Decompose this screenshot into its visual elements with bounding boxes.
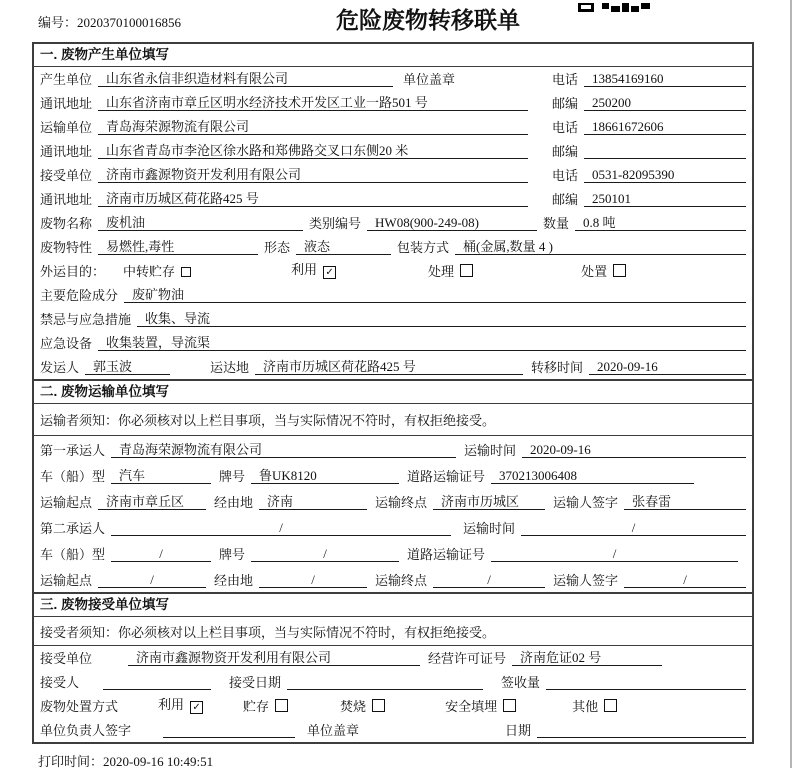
quantity-value: 0.8 吨	[575, 215, 746, 231]
disposal-option	[243, 699, 288, 714]
checkbox-utilize: ✓	[323, 266, 336, 279]
receiver-unit-value: 济南市鑫源物资开发利用有限公司	[98, 167, 528, 183]
postcode-label: 邮编	[551, 96, 578, 111]
option-label: 中转贮存	[123, 264, 176, 279]
serial-label: 编号：	[38, 15, 78, 30]
plate-number-value: 鲁UK8120	[251, 468, 399, 484]
packaging-value: 桶(金属,数量 4 )	[455, 239, 746, 255]
phone-label: 电话	[551, 120, 578, 135]
row-accept-unit	[34, 646, 752, 670]
responsible-sign-value	[163, 737, 295, 738]
print-time-label: 打印时间：	[38, 754, 104, 768]
print-time-value: 2020-09-16 10:49:51	[103, 754, 214, 768]
disposal-option	[340, 699, 385, 714]
origin-label: 运输起点	[40, 495, 93, 510]
transporter-sign-value: 张春雷	[624, 494, 746, 510]
transporter-sign-label: 运输人签字	[553, 495, 619, 510]
license-number-value: 济南危证02 号	[512, 650, 662, 666]
row-vehicle-2	[34, 540, 752, 566]
disposal-option	[158, 697, 203, 714]
phone-value: 0531-82095390	[584, 167, 746, 183]
signed-quantity-value	[546, 689, 746, 690]
emergency-measures-label: 禁忌与应急措施	[40, 312, 132, 327]
accept-date-label: 接受日期	[229, 675, 282, 690]
row-emergency-measures	[34, 307, 752, 331]
quantity-label: 数量	[543, 216, 570, 231]
destination-value: 济南市历城区荷花路425 号	[255, 359, 523, 375]
form-state-label: 形态	[264, 240, 291, 255]
row-hazard-components	[34, 283, 752, 307]
checkbox-store	[275, 699, 288, 712]
date-value	[537, 737, 746, 738]
phone-value: 18661672606	[584, 119, 746, 135]
postcode-value	[584, 158, 746, 159]
address-value: 山东省济南市章丘区明水经济技术开发区工业一路501 号	[98, 95, 528, 111]
purpose-option	[291, 262, 336, 279]
accept-date-value	[287, 689, 483, 690]
section-2-notice: 运输者须知：你必须核对以上栏目事项，当与实际情况不符时，有权拒绝接受。	[34, 404, 752, 436]
disposal-option	[445, 699, 516, 714]
serial-number-line	[38, 12, 181, 31]
transport-time-label: 运输时间	[463, 521, 516, 536]
waste-name-label: 废物名称	[40, 216, 93, 231]
transfer-time-label: 转移时间	[531, 360, 584, 375]
terminus-value: 济南市历城区	[433, 494, 545, 510]
second-carrier-value: /	[111, 520, 451, 536]
transport-unit-value: 青岛海荣源物流有限公司	[98, 119, 528, 135]
option-label: 贮存	[243, 699, 270, 714]
road-permit-label: 道路运输证号	[407, 469, 486, 484]
destination-label: 运达地	[210, 360, 250, 375]
option-label: 处置	[581, 264, 608, 279]
license-number-label: 经营许可证号	[428, 651, 507, 666]
responsible-sign-label: 单位负责人签字	[40, 723, 132, 738]
checkbox-utilize: ✓	[190, 701, 203, 714]
via-label: 经由地	[214, 495, 254, 510]
category-code-label: 类别编号	[309, 216, 362, 231]
accept-unit-value: 济南市鑫源物资开发利用有限公司	[128, 650, 420, 666]
transport-time-value: /	[521, 520, 746, 536]
address-label: 通讯地址	[40, 96, 93, 111]
page-right-edge	[790, 0, 792, 768]
section-3-title: 三. 废物接受单位填写	[34, 592, 752, 617]
row-emergency-equipment	[34, 331, 752, 355]
postcode-value: 250200	[584, 95, 746, 111]
address-value: 山东省青岛市李沧区徐水路和郑佛路交叉口东侧20 米	[98, 143, 528, 159]
waste-traits-label: 废物特性	[40, 240, 93, 255]
road-permit-value: /	[491, 546, 738, 562]
producer-value: 山东省永信非织造材料有限公司	[98, 71, 393, 87]
row-waste-name	[34, 211, 752, 235]
phone-label: 电话	[551, 72, 578, 87]
print-time-line	[38, 751, 213, 768]
form-title: 危险废物转移联单	[336, 7, 520, 33]
postcode-label: 邮编	[551, 144, 578, 159]
postcode-value: 250101	[584, 191, 746, 207]
emergency-equipment-value: 收集装置，导流渠	[98, 335, 746, 351]
road-permit-label: 道路运输证号	[407, 547, 486, 562]
via-value: /	[259, 572, 367, 588]
purpose-label: 外运目的：	[40, 264, 106, 279]
second-carrier-label: 第二承运人	[40, 521, 106, 536]
via-label: 经由地	[214, 573, 254, 588]
address-label: 通讯地址	[40, 144, 93, 159]
transporter-sign-value: /	[624, 572, 746, 588]
road-permit-value: 370213006408	[491, 468, 694, 484]
checkbox-treat	[460, 264, 473, 277]
section-1-title: 一. 废物产生单位填写	[34, 44, 752, 67]
accept-unit-label: 接受单位	[40, 651, 93, 666]
row-transport-address	[34, 139, 752, 163]
row-shipper	[34, 355, 752, 379]
row-receiver-address	[34, 187, 752, 211]
option-label: 其他	[572, 699, 599, 714]
option-label: 利用	[291, 262, 318, 277]
vehicle-type-value: 汽车	[111, 468, 211, 484]
address-value: 济南市历城区荷花路425 号	[98, 191, 528, 207]
transfer-time-value: 2020-09-16	[589, 359, 746, 375]
unit-seal-label: 单位盖章	[307, 723, 360, 738]
terminus-label: 运输终点	[375, 573, 428, 588]
option-label: 处理	[428, 264, 455, 279]
postcode-label: 邮编	[551, 192, 578, 207]
address-label: 通讯地址	[40, 192, 93, 207]
category-code-value: HW08(900-249-08)	[367, 215, 537, 231]
hazard-components-value: 废矿物油	[124, 287, 746, 303]
unit-seal-label: 单位盖章	[403, 72, 456, 87]
vehicle-type-label: 车（船）型	[40, 547, 106, 562]
date-label: 日期	[505, 723, 532, 738]
row-producer	[34, 67, 752, 91]
purpose-option	[428, 264, 473, 279]
row-route-2	[34, 566, 752, 592]
transport-time-label: 运输时间	[464, 443, 517, 458]
origin-label: 运输起点	[40, 573, 93, 588]
terminus-value: /	[433, 572, 545, 588]
hazard-components-label: 主要危险成分	[40, 288, 119, 303]
disposal-option	[572, 699, 617, 714]
via-value: 济南	[259, 494, 367, 510]
first-carrier-label: 第一承运人	[40, 443, 106, 458]
row-transport-unit	[34, 115, 752, 139]
emergency-measures-value: 收集、导流	[137, 311, 746, 327]
origin-value: 济南市章丘区	[98, 494, 206, 510]
phone-value: 13854169160	[584, 71, 746, 87]
row-transport-purpose	[34, 259, 752, 283]
plate-number-value: /	[251, 546, 399, 562]
vehicle-type-label: 车（船）型	[40, 469, 106, 484]
option-label: 利用	[158, 697, 185, 712]
transporter-sign-label: 运输人签字	[553, 573, 619, 588]
purpose-option	[123, 264, 191, 279]
purpose-option	[581, 264, 626, 279]
waste-name-value: 废机油	[98, 215, 303, 231]
plate-number-label: 牌号	[219, 469, 246, 484]
checkbox-dispose	[613, 264, 626, 277]
row-second-carrier	[34, 514, 752, 540]
signed-quantity-label: 签收量	[501, 675, 541, 690]
row-route-1	[34, 488, 752, 514]
option-label: 安全填埋	[445, 699, 498, 714]
option-label: 焚烧	[340, 699, 367, 714]
first-carrier-value: 青岛海荣源物流有限公司	[111, 442, 456, 458]
form-box	[32, 42, 754, 744]
serial-number: 2020370100016856	[77, 15, 182, 30]
row-responsible-sign	[34, 718, 752, 742]
section-3-notice: 接受者须知：你必须核对以上栏目事项，当与实际情况不符时，有权拒绝接受。	[34, 617, 752, 646]
row-disposal-method	[34, 694, 752, 718]
vehicle-type-value: /	[111, 546, 211, 562]
shipper-label: 发运人	[40, 360, 80, 375]
waste-traits-value: 易燃性,毒性	[98, 239, 258, 255]
shipper-value: 郭玉波	[85, 359, 170, 375]
transport-unit-label: 运输单位	[40, 120, 93, 135]
form-state-value: 液态	[296, 239, 391, 255]
qr-code-partial-icon	[578, 0, 650, 9]
row-first-carrier	[34, 436, 752, 462]
section-2-title: 二. 废物运输单位填写	[34, 379, 752, 404]
disposal-method-label: 废物处置方式	[40, 699, 119, 714]
row-acceptor	[34, 670, 752, 694]
row-producer-address	[34, 91, 752, 115]
acceptor-label: 接受人	[40, 675, 80, 690]
producer-label: 产生单位	[40, 72, 93, 87]
origin-value: /	[98, 572, 206, 588]
acceptor-value	[103, 689, 211, 690]
packaging-label: 包装方式	[397, 240, 450, 255]
row-waste-traits	[34, 235, 752, 259]
terminus-label: 运输终点	[375, 495, 428, 510]
row-receiver-unit	[34, 163, 752, 187]
transport-time-value: 2020-09-16	[522, 442, 746, 458]
plate-number-label: 牌号	[219, 547, 246, 562]
receiver-unit-label: 接受单位	[40, 168, 93, 183]
phone-label: 电话	[551, 168, 578, 183]
checkbox-transfer-storage	[181, 267, 191, 277]
checkbox-incinerate	[372, 699, 385, 712]
row-vehicle-1	[34, 462, 752, 488]
emergency-equipment-label: 应急设备	[40, 336, 93, 351]
checkbox-other	[604, 699, 617, 712]
checkbox-landfill	[503, 699, 516, 712]
